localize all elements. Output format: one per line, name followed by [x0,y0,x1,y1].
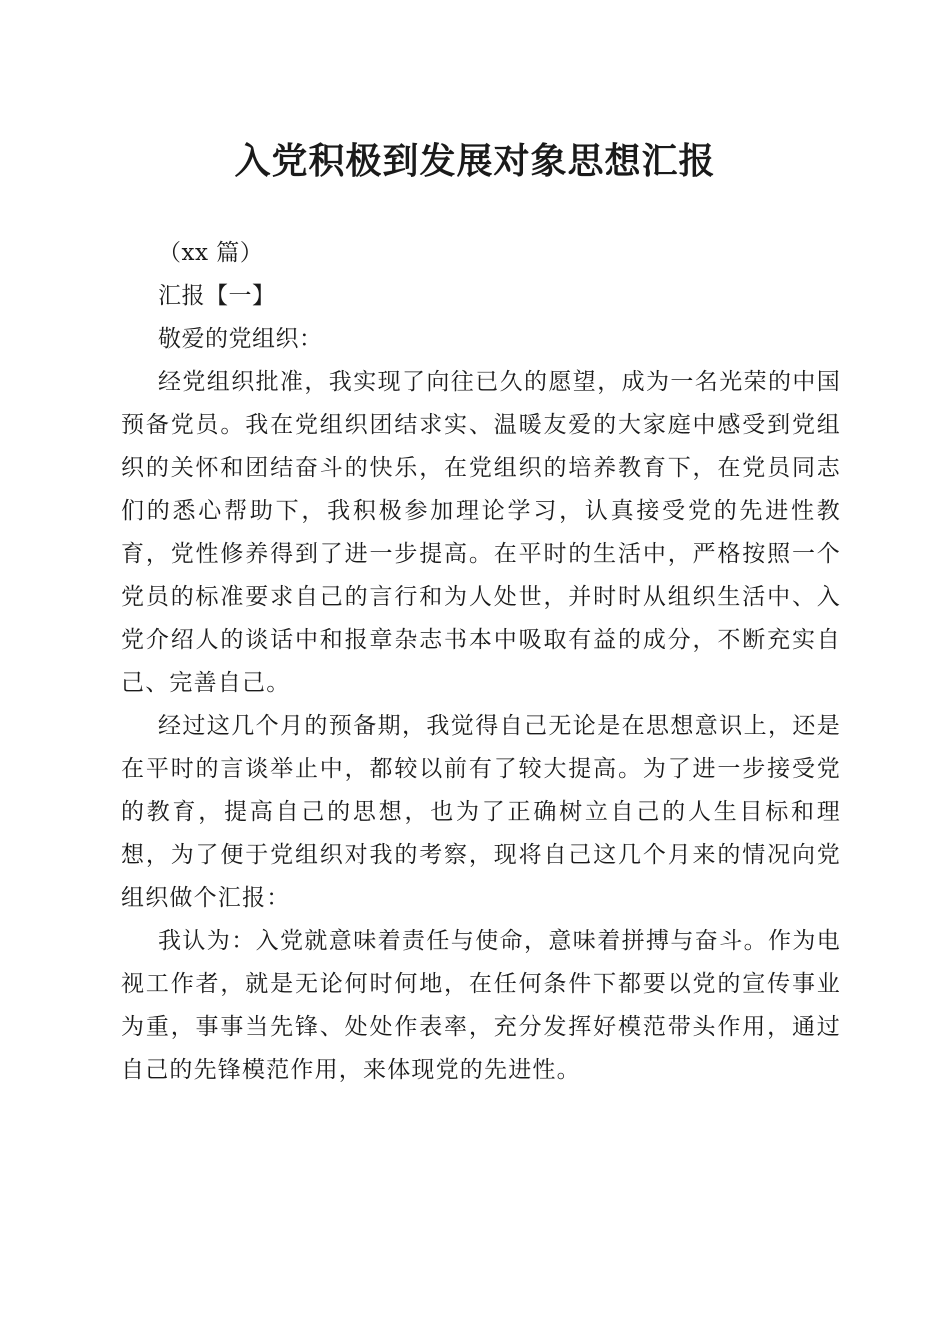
document-title: 入党积极到发展对象思想汇报 [234,140,716,182]
paragraph-body-3: 我认为：入党就意味着责任与使命，意味着拼搏与奋斗。作为电视工作者，就是无论何时何地，在任何条件下都要以党的宣传事业为重，事事当先锋、处处作表率，充分发挥好模范带头作用，通过自己的先锋模范作用，来体现党的先进性。 [121,928,841,1083]
paragraph-edition-note: （xx 篇） [158,240,264,266]
paragraph-report-heading: 汇报【一】 [158,283,276,309]
paragraph-salutation: 敬爱的党组织： [158,326,323,352]
document-body [121,232,841,1092]
paragraph-body-2: 经过这几个月的预备期，我觉得自己无论是在思想意识上，还是在平时的言谈举止中，都较以前有了较大提高。为了进一步接受党的教育，提高自己的思想，也为了正确树立自己的人生目标和理想，为了便于党组织对我的考察，现将自己这几个月来的情况向党组织做个汇报： [121,713,841,911]
paragraph-body-1: 经党组织批准，我实现了向往已久的愿望，成为一名光荣的中国预备党员。我在党组织团结求实、温暖友爱的大家庭中感受到党组织的关怀和团结奋斗的快乐，在党组织的培养教育下，在党员同志们的悉心帮助下，我积极参加理论学习，认真接受党的先进性教育，党性修养得到了进一步提高。在平时的生活中，严格按照一个党员的标准要求自己的言行和为人处世，并时时从组织生活中、入党介绍人的谈话中和报章杂志书本中吸取有益的成分，不断充实自己、完善自己。 [121,369,841,696]
